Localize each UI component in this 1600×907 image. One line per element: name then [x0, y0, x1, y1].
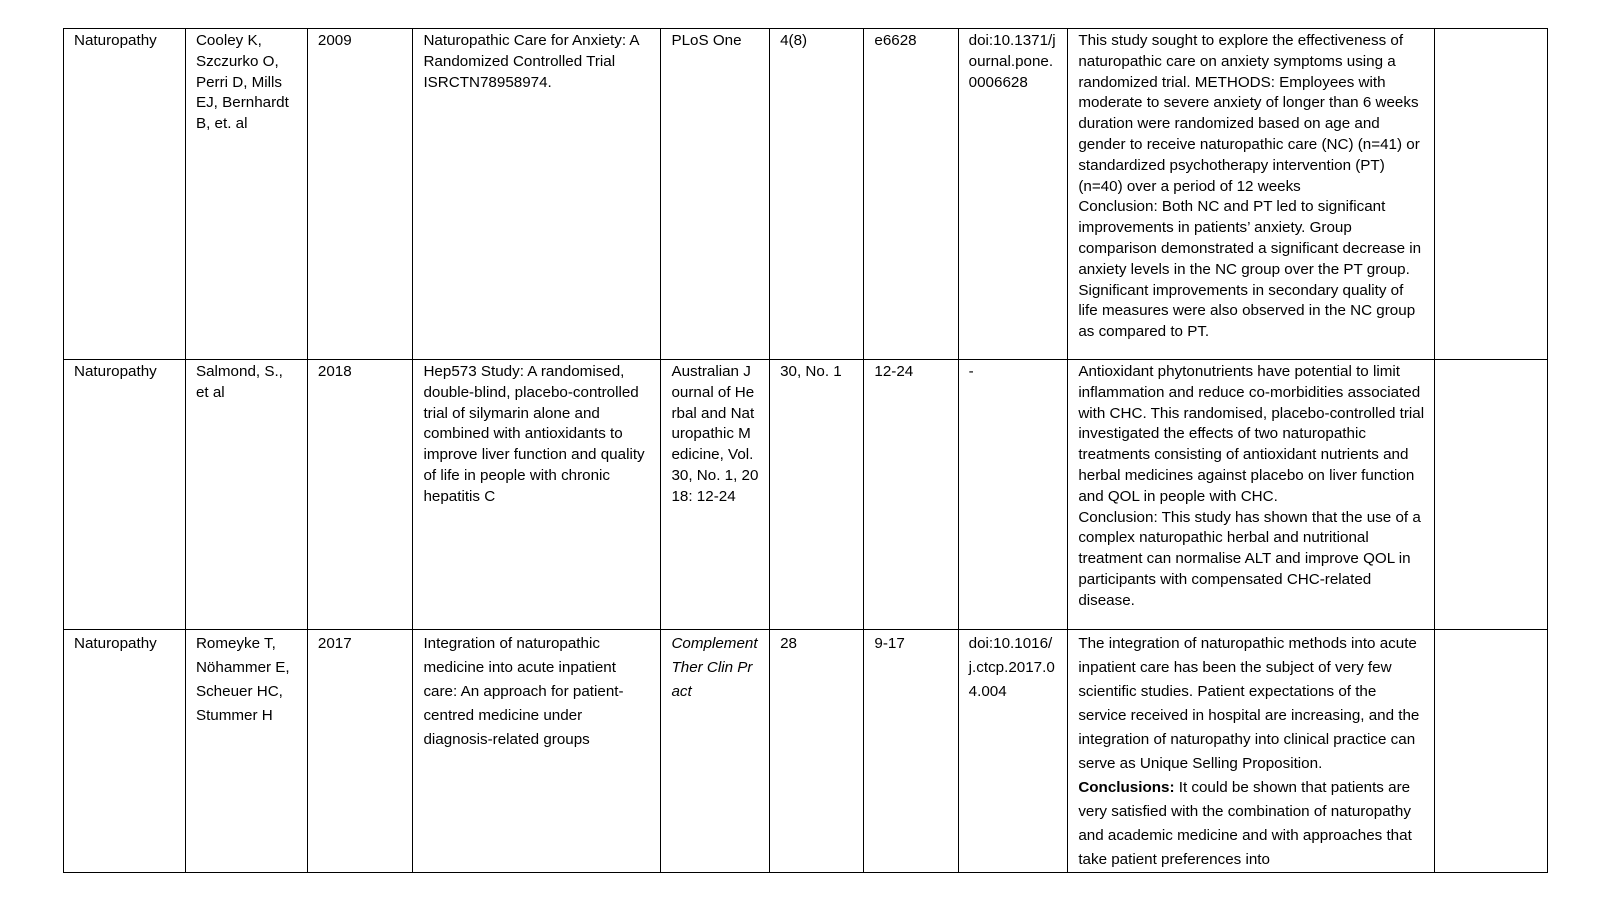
journal-cell — [661, 630, 770, 873]
doi-text: doi:10.1016/j.ctcp.2017.04.004 — [968, 635, 1055, 700]
authors-text: Salmond, S., et al — [195, 363, 283, 401]
title-text: Naturopathic Care for Anxiety: A Randomized Controlled Trial ISRCTN78958974. — [423, 32, 639, 91]
notes-cell — [1435, 360, 1548, 630]
notes-cell — [1435, 29, 1548, 360]
title-text: Hep573 Study: A randomised, double-blind, placebo-controlled trial of silymarin alone and combined with antioxidants to improve liver function and quality of life in people with chronic hepatitis C — [423, 363, 645, 505]
pages-cell — [864, 29, 958, 360]
doi-cell — [958, 29, 1068, 360]
title-cell — [413, 29, 661, 360]
literature-table — [63, 28, 1548, 873]
doi-text: - — [968, 363, 974, 380]
volume-text: 4(8) — [780, 32, 808, 49]
table-row — [64, 360, 1548, 630]
pages-cell — [864, 360, 958, 630]
abstract-text: This study sought to explore the effectiveness of naturopathic care on anxiety symptoms using a randomized trial. METHODS: Employees with moderate to severe anxiety of longer than 6 weeks duration were randomized based on age and gender to receive naturopathic care (NC) (n=41) or standardized psychotherapy intervention (PT) (n=40) over a period of 12 weeks — [1078, 32, 1420, 195]
title-cell — [413, 630, 661, 873]
conclusion-label: Conclusions: — [1078, 779, 1175, 796]
year-cell — [307, 360, 413, 630]
pages-cell — [864, 630, 958, 873]
year-text: 2018 — [317, 363, 352, 380]
conclusion-text: It could be shown that patients are very satisfied with the combination of naturopathy and academic medicine and with approaches that take patient preferences into — [1078, 779, 1412, 868]
category-text: Naturopathy — [74, 363, 157, 380]
title-cell — [413, 360, 661, 630]
category-text: Naturopathy — [74, 635, 157, 652]
volume-cell — [770, 360, 864, 630]
category-cell — [64, 29, 186, 360]
journal-text: PLoS One — [671, 32, 742, 49]
authors-text: Romeyke T, Nöhammer E, Scheuer HC, Stummer H — [195, 635, 290, 724]
pages-text: 12-24 — [874, 363, 914, 380]
journal-text: Complement Ther Clin Pract — [671, 635, 758, 700]
volume-cell — [770, 630, 864, 873]
pages-text: e6628 — [874, 32, 917, 49]
volume-text: 30, No. 1 — [780, 363, 842, 380]
journal-text: Australian Journal of Herbal and Naturopathic Medicine, Vol. 30, No. 1, 2018: 12-24 — [671, 363, 759, 505]
doi-text: doi:10.1371/journal.pone.0006628 — [968, 32, 1056, 91]
table-row — [64, 29, 1548, 360]
year-text: 2017 — [317, 635, 352, 652]
doi-cell — [958, 360, 1068, 630]
authors-cell — [185, 29, 307, 360]
authors-cell — [185, 630, 307, 873]
journal-cell — [661, 29, 770, 360]
abstract-text: Antioxidant phytonutrients have potential to limit inflammation and reduce co-morbidities associated with CHC. This randomised, placebo-controlled trial investigated the effects of two naturopathic treatments consisting of antioxidant nutrients and herbal medicines against placebo on liver function and QOL in people with CHC. — [1078, 363, 1425, 505]
table-row — [64, 630, 1548, 873]
category-text: Naturopathy — [74, 32, 157, 49]
category-cell — [64, 360, 186, 630]
journal-cell — [661, 360, 770, 630]
abstract-text: The integration of naturopathic methods into acute inpatient care has been the subject of very few scientific studies. Patient expectations of the service received in hospital are increasing, and the integration of naturopathy into clinical practice can serve as Unique Selling Proposition. — [1078, 635, 1420, 772]
conclusion-text: Conclusion: This study has shown that the use of a complex naturopathic herbal and nutritional treatment can normalise ALT and improve QOL in participants with compensated CHC-related disease. — [1078, 508, 1421, 609]
authors-text: Cooley K, Szczurko O, Perri D, Mills EJ, Bernhardt B, et. al — [195, 32, 289, 133]
notes-cell — [1435, 630, 1548, 873]
title-text: Integration of naturopathic medicine into acute inpatient care: An approach for patient-centred medicine under diagnosis-related groups — [423, 635, 624, 748]
year-text: 2009 — [317, 32, 352, 49]
abstract-cell — [1068, 630, 1435, 873]
category-cell — [64, 630, 186, 873]
year-cell — [307, 29, 413, 360]
year-cell — [307, 630, 413, 873]
volume-text: 28 — [780, 635, 797, 652]
volume-cell — [770, 29, 864, 360]
authors-cell — [185, 360, 307, 630]
pages-text: 9-17 — [874, 635, 905, 652]
conclusion-block — [1078, 776, 1424, 872]
abstract-cell — [1068, 360, 1435, 630]
abstract-cell — [1068, 29, 1435, 360]
doi-cell — [958, 630, 1068, 873]
conclusion-text: Conclusion: Both NC and PT led to significant improvements in patients’ anxiety. Group comparison demonstrated a significant decrease in anxiety levels in the NC group over the PT group. Significant improvements in secondary quality of life measures were also observed in the NC group as compared to PT. — [1078, 198, 1422, 341]
